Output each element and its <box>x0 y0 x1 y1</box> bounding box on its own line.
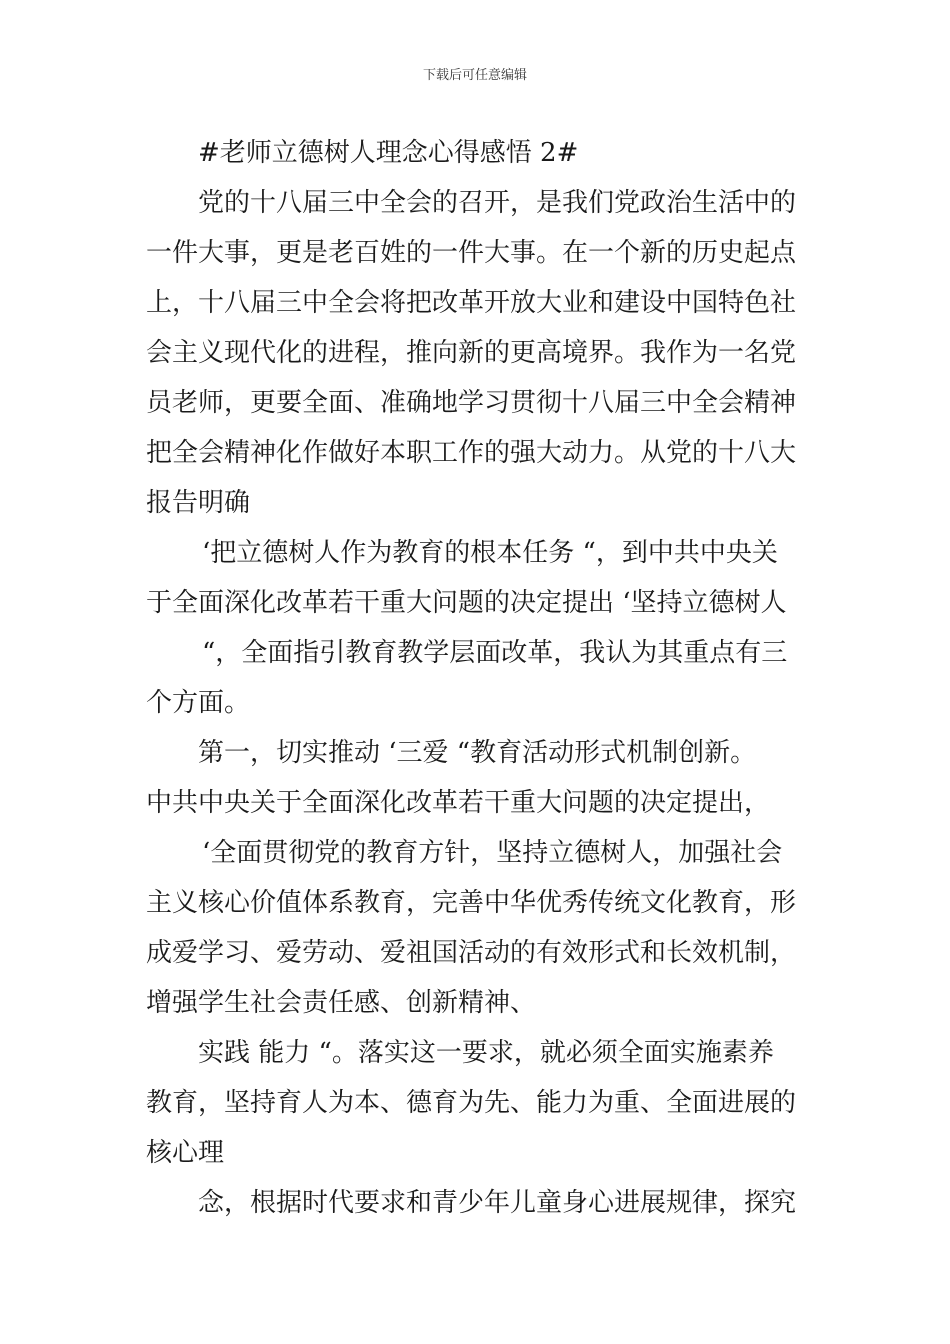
paragraph-line: 党的十八届三中全会的召开，是我们党政治生活中的 <box>198 188 797 218</box>
paragraph-line: 教育，坚持育人为本、德育为先、能力为重、全面进展的 <box>146 1088 797 1118</box>
paragraph-line: 把全会精神化作做好本职工作的强大动力。从党的十八大 <box>146 438 797 468</box>
paragraph-line: 增强学生社会责任感、创新精神、 <box>146 988 537 1018</box>
paragraph-line: 个方面。 <box>146 688 251 718</box>
paragraph-line: 念，根据时代要求和青少年儿童身心进展规律，探究 <box>198 1188 797 1218</box>
paragraph-line: “，全面指引教育教学层面改革，我认为其重点有三 <box>202 638 788 668</box>
paragraph-line: ‘全面贯彻党的教育方针，坚持立德树人，加强社会 <box>202 838 783 868</box>
paragraph-line: 主义核心价值体系教育，完善中华优秀传统文化教育，形 <box>146 888 797 918</box>
paragraph-line: 会主义现代化的进程，推向新的更高境界。我作为一名党 <box>146 338 797 368</box>
paragraph-line: 报告明确 <box>146 488 251 518</box>
page-header: 下载后可任意编辑 <box>422 68 527 83</box>
document-body <box>146 128 816 1228</box>
paragraph-line: 于全面深化改革若干重大问题的决定提出 ‘坚持立德树人 <box>146 588 787 618</box>
paragraph-line: 第一，切实推动 ‘三爱 “教育活动形式机制创新。 <box>198 738 757 768</box>
paragraph-line: 中共中央关于全面深化改革若干重大问题的决定提出， <box>146 788 771 818</box>
paragraph-line: 一件大事，更是老百姓的一件大事。在一个新的历史起点 <box>146 238 797 268</box>
paragraph-line: 核心理 <box>146 1138 225 1168</box>
paragraph-line: 上，十八届三中全会将把改革开放大业和建设中国特色社 <box>146 288 797 318</box>
paragraph-line: 实践 能力 “。落实这一要求，就必须全面实施素养 <box>198 1038 774 1068</box>
paragraph-line: ‘把立德树人作为教育的根本任务 “，到中共中央关 <box>202 538 778 568</box>
paragraph-line: 成爱学习、爱劳动、爱祖国活动的有效形式和长效机制， <box>146 938 797 968</box>
article-title: #老师立德树人理念心得感悟 2# <box>198 138 579 168</box>
paragraph-line: 员老师，更要全面、准确地学习贯彻十八届三中全会精神 <box>146 388 797 418</box>
